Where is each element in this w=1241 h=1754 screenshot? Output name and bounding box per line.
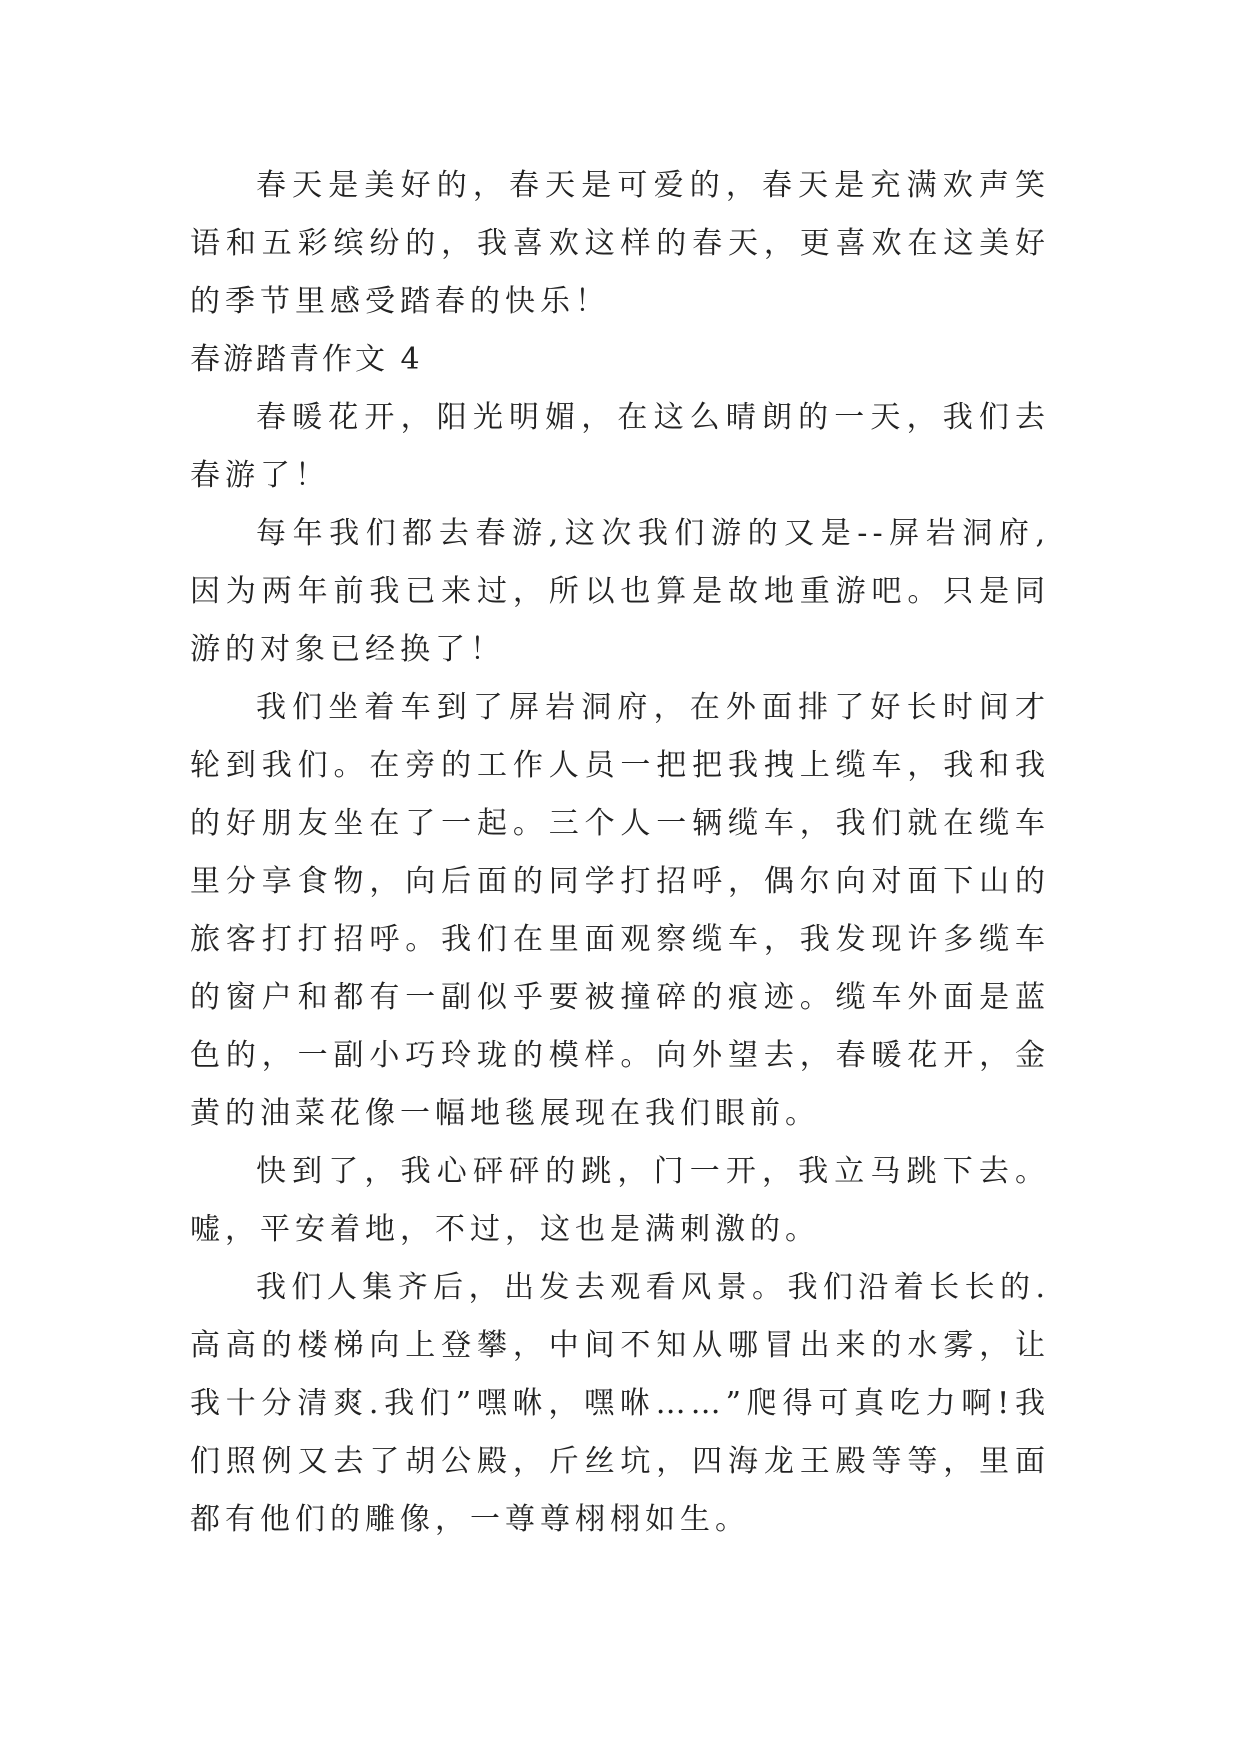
paragraph-5: 我们人集齐后，出发去观看风景。我们沿着长长的.高高的楼梯向上登攀，中间不知从哪冒出来的水雾，让我十分清爽.我们”嘿咻，嘿咻……”爬得可真吃力啊!我们照例又去了胡公殿，斤丝坑，四海龙王殿等等，里面都有他们的雕像，一尊尊栩栩如生。	[190, 1270, 1050, 1537]
section-title: 春游踏青作文 4	[190, 342, 423, 377]
paragraph-4: 快到了，我心砰砰的跳，门一开，我立马跳下去。嘘，平安着地，不过，这也是满刺激的。	[190, 1154, 1050, 1247]
paragraph-2: 每年我们都去春游,这次我们游的又是--屏岩洞府,因为两年前我已来过，所以也算是故地重游吧。只是同游的对象已经换了！	[190, 516, 1050, 667]
paragraph-1: 春暖花开，阳光明媚，在这么晴朗的一天，我们去春游了！	[190, 400, 1050, 493]
document-body	[190, 157, 1050, 1549]
paragraph-intro: 春天是美好的，春天是可爱的，春天是充满欢声笑语和五彩缤纷的，我喜欢这样的春天，更喜欢在这美好的季节里感受踏春的快乐！	[190, 168, 1050, 319]
paragraph-3: 我们坐着车到了屏岩洞府，在外面排了好长时间才轮到我们。在旁的工作人员一把把我拽上缆车，我和我的好朋友坐在了一起。三个人一辆缆车，我们就在缆车里分享食物，向后面的同学打招呼，偶尔向对面下山的旅客打打招呼。我们在里面观察缆车，我发现许多缆车的窗户和都有一副似乎要被撞碎的痕迹。缆车外面是蓝色的，一副小巧玲珑的模样。向外望去，春暖花开，金黄的油菜花像一幅地毯展现在我们眼前。	[190, 690, 1050, 1131]
